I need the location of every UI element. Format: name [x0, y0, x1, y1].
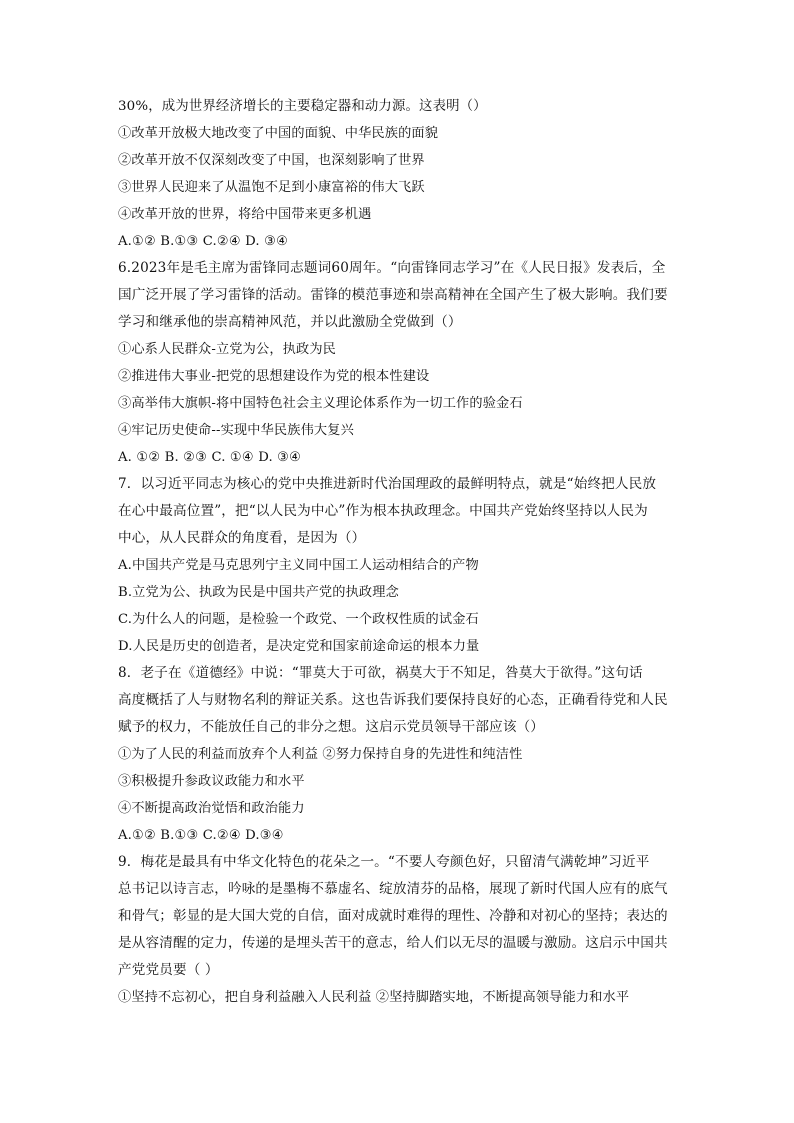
- answer-choices: A.①② B.①③ C.②④ D.③④: [118, 828, 284, 843]
- option-line: ①为了人民的利益而放弃个人利益 ②努力保持自身的先进性和纯洁性: [118, 747, 523, 762]
- option-line: B.立党为公、执政为民是中国共产党的执政理念: [118, 585, 399, 600]
- option-line: D.人民是历史的创造者，是决定党和国家前途命运的根本力量: [118, 639, 480, 654]
- answer-choices: A.①② B.①③ C.②④ D. ③④: [118, 234, 289, 249]
- question-6-stem: 学习和继承他的崇高精神风范，并以此激励全党做到（）: [118, 314, 462, 330]
- option-line: C.为什么人的问题，是检验一个政党、一个政权性质的试金石: [118, 612, 479, 627]
- option-line: ④改革开放的世界，将给中国带来更多机遇: [118, 207, 372, 222]
- question-8-stem: 赋予的权力，不能放任自己的非分之想。这启示党员领导干部应该（）: [118, 719, 545, 735]
- question-8-stem: 8．老子在《道德经》中说：“罪莫大于可欲，祸莫大于不知足，咎莫大于欲得。”这句话: [118, 665, 643, 681]
- document-body: [118, 93, 680, 1011]
- option-line: ②改革开放不仅深刻改变了中国，也深刻影响了世界: [118, 153, 425, 168]
- text-line: 30%，成为世界经济增长的主要稳定器和动力源。这表明（）: [118, 99, 487, 114]
- question-6-stem: 国广泛开展了学习雷锋的活动。雷锋的模范事迹和崇高精神在全国产生了极大影响。我们要: [118, 287, 668, 303]
- question-9-stem: 和骨气；彰显的是大国大党的自信，面对成就时难得的理性、冷静和对初心的坚持；表达的: [118, 908, 668, 924]
- option-line: ①坚持不忘初心，把自身利益融入人民利益 ②坚持脚踏实地，不断提高领导能力和水平: [118, 990, 630, 1005]
- answer-choices: A. ①② B. ②③ C. ①④ D. ③④: [118, 450, 302, 465]
- question-8-stem: 高度概括了人与财物名利的辩证关系。这也告诉我们要保持良好的心态，正确看待党和人民: [118, 692, 668, 708]
- question-7-stem: 中心，从人民群众的角度看，是因为（）: [118, 530, 366, 546]
- option-line: ③世界人民迎来了从温饱不足到小康富裕的伟大飞跃: [118, 180, 425, 195]
- option-line: ①心系人民群众-立党为公，执政为民: [118, 342, 337, 357]
- option-line: ④不断提高政治觉悟和政治能力: [118, 801, 305, 816]
- option-line: ③高举伟大旗帜-将中国特色社会主义理论体系作为一切工作的验金石: [118, 396, 523, 411]
- question-9-stem: 是从容清醒的定力，传递的是埋头苦干的意志，给人们以无尽的温暖与激励。这启示中国共: [118, 935, 668, 951]
- question-9-stem: 产党党员要（ ）: [118, 962, 219, 978]
- question-6-stem: 6.2023年是毛主席为雷锋同志题词60周年。“向雷锋同志学习”在《人民日报》发表后，全: [118, 260, 666, 276]
- option-line: A.中国共产党是马克思列宁主义同中国工人运动相结合的产物: [118, 558, 479, 573]
- question-9-stem: 总书记以诗言志，吟咏的是墨梅不慕虚名、绽放清芬的品格，展现了新时代国人应有的底气: [118, 881, 668, 897]
- option-line: ②推进伟大事业-把党的思想建设作为党的根本性建设: [118, 369, 430, 384]
- question-9-stem: 9．梅花是最具有中华文化特色的花朵之一。“不要人夸颜色好，只留清气满乾坤”习近平: [118, 854, 650, 870]
- question-7-stem: 在心中最高位置”，把“以人民为中心”作为根本执政理念。中国共产党始终坚持以人民为: [118, 503, 648, 519]
- question-7-stem: 7．以习近平同志为核心的党中央推进新时代治国理政的最鲜明特点，就是“始终把人民放: [118, 476, 657, 492]
- option-line: ①改革开放极大地改变了中国的面貌、中华民族的面貌: [118, 126, 439, 141]
- option-line: ④牢记历史使命--实现中华民族伟大复兴: [118, 423, 354, 438]
- option-line: ③积极提升参政议政能力和水平: [118, 774, 305, 789]
